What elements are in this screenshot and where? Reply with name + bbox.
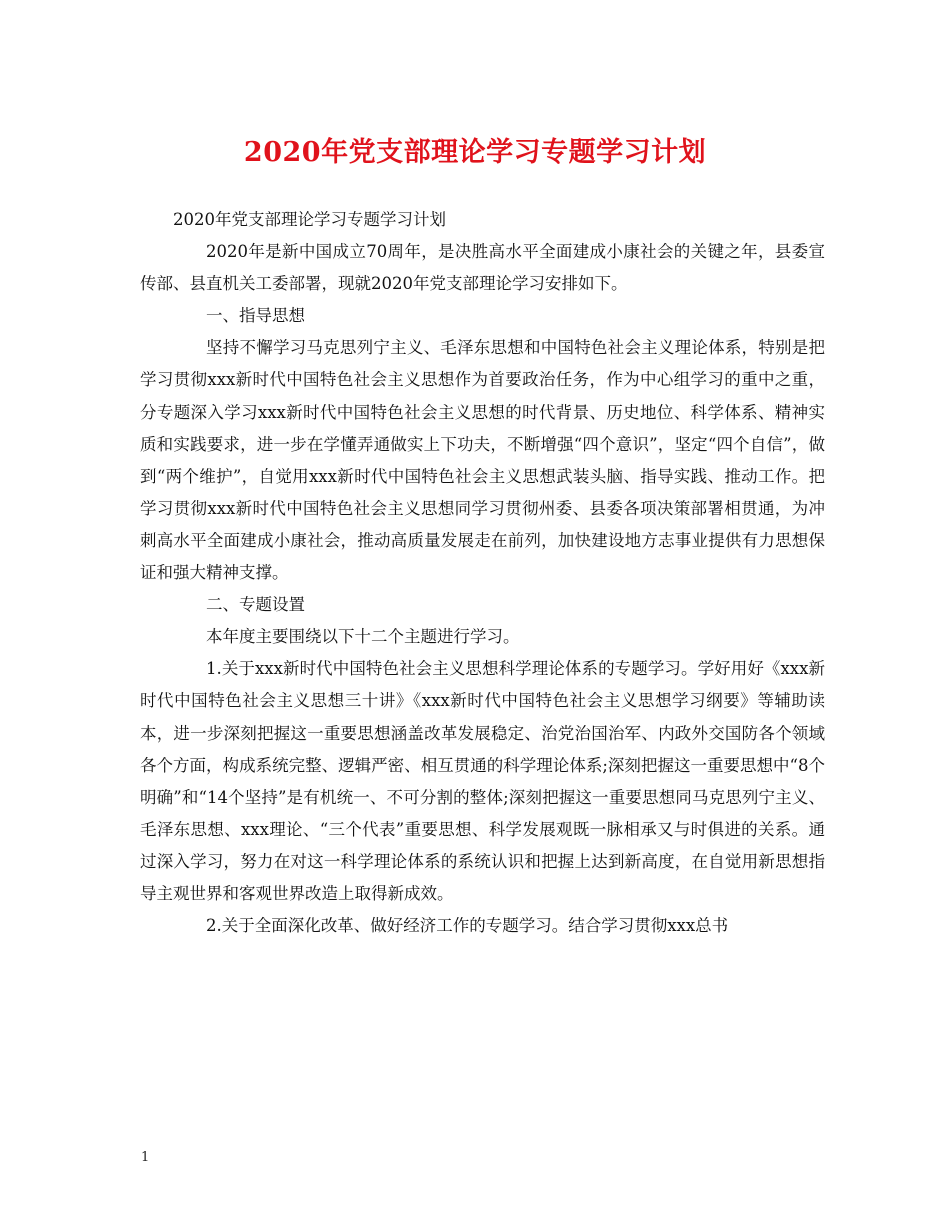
document-body bbox=[140, 204, 825, 942]
paragraph-intro: 2020年是新中国成立70周年，是决胜高水平全面建成小康社会的关键之年，县委宣传部、县直机关工委部署，现就2020年党支部理论学习安排如下。 bbox=[140, 242, 825, 294]
document-title: 2020年党支部理论学习专题学习计划 bbox=[243, 137, 707, 168]
page-number: 1 bbox=[141, 1150, 150, 1165]
paragraph-subtitle: 2020年党支部理论学习专题学习计划 bbox=[173, 210, 446, 229]
paragraph-topics-intro: 本年度主要围绕以下十二个主题进行学习。 bbox=[206, 627, 520, 647]
section-heading-topics: 二、专题设置 bbox=[206, 595, 305, 615]
paragraph-topic-2: 2.关于全面深化改革、做好经济工作的专题学习。结合学习贯彻xxx总书 bbox=[206, 916, 729, 936]
paragraph-topic-1: 1.关于xxx新时代中国特色社会主义思想科学理论体系的专题学习。学好用好《xxx新时代中国特色社会主义思想三十讲》《xxx新时代中国特色社会主义思想学习纲要》等辅助读本，进一步深刻把握这一重要思想涵盖改革发展稳定、治党治国治军、内政外交国防各个领域各个方面，构成系统完整、逻辑严密、相互贯通的科学理论体系;深刻把握这一重要思想中“8个明确”和“14个坚持”是有机统一、不可分割的整体;深刻把握这一重要思想同马克思列宁主义、毛泽东思想、xxx理论、“三个代表”重要思想、科学发展观既一脉相承又与时俱进的关系。通过深入学习，努力在对这一科学理论体系的系统认识和把握上达到新高度，在自觉用新思想指导主观世界和客观世界改造上取得新成效。 bbox=[140, 659, 825, 903]
paragraph-guiding-thought: 坚持不懈学习马克思列宁主义、毛泽东思想和中国特色社会主义理论体系，特别是把学习贯彻xxx新时代中国特色社会主义思想作为首要政治任务，作为中心组学习的重中之重，分专题深入学习xxx新时代中国特色社会主义思想的时代背景、历史地位、科学体系、精神实质和实践要求，进一步在学懂弄通做实上下功夫，不断增强“四个意识”，坚定“四个自信”，做到“两个维护”，自觉用xxx新时代中国特色社会主义思想武装头脑、指导实践、推动工作。把学习贯彻xxx新时代中国特色社会主义思想同学习贯彻州委、县委各项决策部署相贯通，为冲刺高水平全面建成小康社会，推动高质量发展走在前列，加快建设地方志事业提供有力思想保证和强大精神支撑。 bbox=[140, 338, 825, 583]
section-heading-guiding-thought: 一、指导思想 bbox=[206, 306, 305, 326]
